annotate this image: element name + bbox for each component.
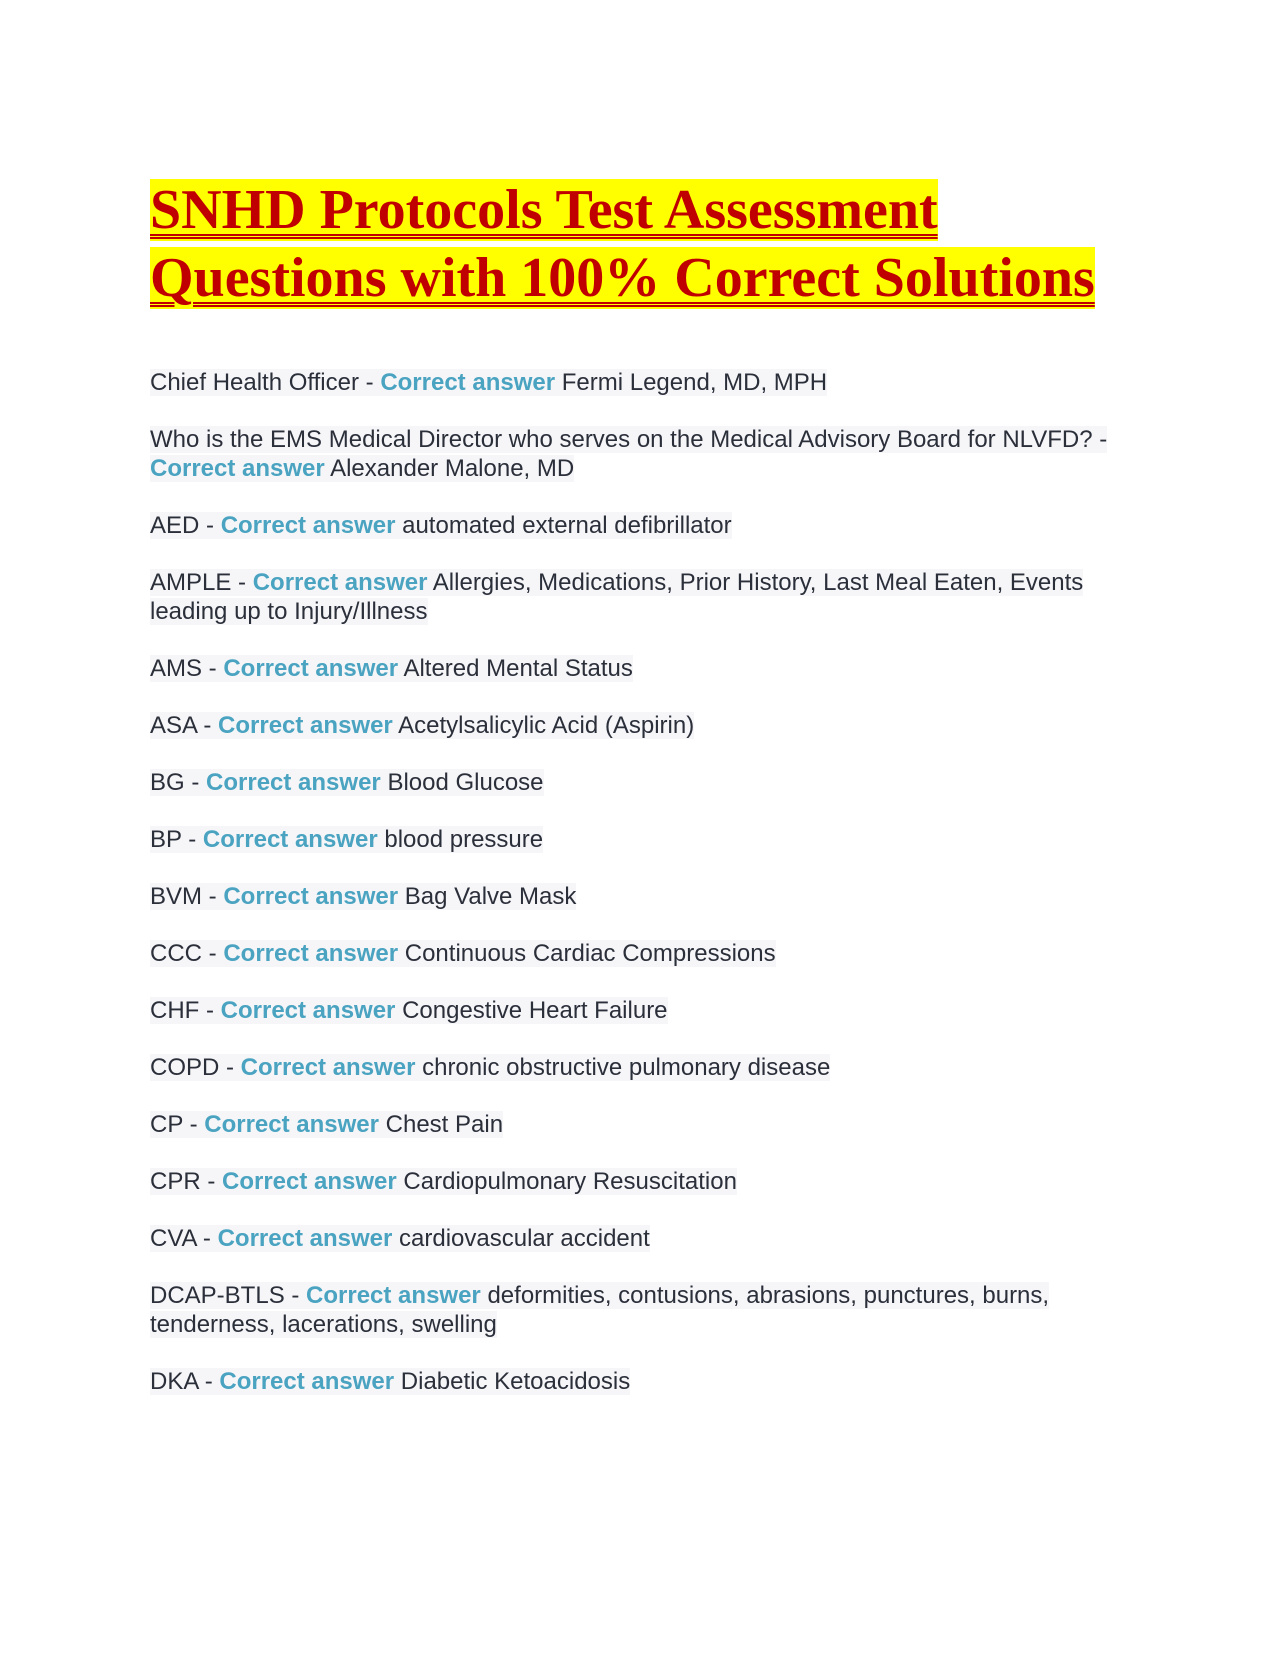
qa-answer: automated external defibrillator (402, 512, 732, 539)
qa-entry (150, 1110, 1110, 1139)
correct-answer-label: Correct answer (306, 1282, 481, 1309)
qa-separator: - (198, 1368, 220, 1395)
qa-term: AMS (150, 655, 203, 682)
qa-entry (150, 825, 1110, 854)
correct-answer-label: Correct answer (252, 569, 428, 596)
qa-entry-highlight (150, 1111, 503, 1138)
qa-separator: - (202, 940, 224, 967)
qa-entry (150, 882, 1110, 911)
correct-answer-label: Correct answer (219, 1368, 395, 1395)
qa-list (150, 368, 1140, 1396)
qa-answer: blood pressure (384, 826, 544, 853)
qa-separator: - (182, 1111, 205, 1138)
correct-answer-label: Correct answer (240, 1054, 416, 1081)
qa-separator: - (202, 655, 224, 682)
qa-separator: - (184, 769, 207, 796)
document-page (150, 176, 1140, 1424)
qa-entry (150, 939, 1110, 968)
qa-entry (150, 1053, 1110, 1082)
correct-answer-label: Correct answer (206, 769, 381, 796)
qa-answer: Alexander Malone, MD (330, 455, 575, 482)
qa-answer: Continuous Cardiac Compressions (404, 940, 776, 967)
correct-answer-label: Correct answer (220, 997, 396, 1024)
qa-term: CHF (150, 997, 200, 1024)
qa-separator: - (199, 512, 221, 539)
qa-answer: Allergies, Medications, Prior History, Last Meal Eaten, Events leading up to Injury/Illness (150, 569, 1084, 625)
qa-entry-highlight (150, 712, 694, 739)
qa-separator: - (196, 712, 219, 739)
qa-answer: Bag Valve Mask (404, 883, 577, 910)
qa-term: DCAP-BTLS (150, 1282, 285, 1309)
qa-entry-highlight (150, 426, 1107, 482)
qa-entry (150, 1224, 1110, 1253)
qa-entry-highlight (150, 1282, 1049, 1338)
qa-separator: - (181, 826, 203, 853)
qa-entry-highlight (150, 997, 668, 1024)
qa-answer: cardiovascular accident (399, 1225, 650, 1252)
qa-entry-highlight (150, 369, 827, 396)
qa-entry (150, 768, 1110, 797)
qa-entry (150, 711, 1110, 740)
qa-answer: deformities, contusions, abrasions, punctures, burns, tenderness, lacerations, swelling (150, 1282, 1050, 1338)
qa-term: CVA (150, 1225, 197, 1252)
qa-entry (150, 511, 1110, 540)
qa-answer: Fermi Legend, MD, MPH (561, 369, 828, 396)
qa-term: CCC (150, 940, 202, 967)
correct-answer-label: Correct answer (223, 883, 399, 910)
correct-answer-label: Correct answer (202, 826, 378, 853)
correct-answer-label: Correct answer (218, 712, 393, 739)
qa-separator: - (202, 883, 224, 910)
qa-term: COPD (150, 1054, 220, 1081)
correct-answer-label: Correct answer (223, 940, 399, 967)
qa-term: AMPLE (150, 569, 232, 596)
qa-entry (150, 1281, 1110, 1339)
correct-answer-label: Correct answer (150, 455, 325, 482)
qa-separator: - (196, 1225, 218, 1252)
qa-entry-highlight (150, 655, 633, 682)
qa-term: Who is the EMS Medical Director who serves on the Medical Advisory Board for NLVFD? (150, 426, 1093, 453)
qa-entry-highlight (150, 1168, 737, 1195)
qa-entry (150, 1167, 1110, 1196)
qa-entry-highlight (150, 826, 543, 853)
qa-term: CPR (150, 1168, 201, 1195)
qa-term: Chief Health Officer (150, 369, 359, 396)
correct-answer-label: Correct answer (217, 1225, 393, 1252)
qa-term: CP (150, 1111, 183, 1138)
correct-answer-label: Correct answer (204, 1111, 379, 1138)
qa-separator: - (231, 569, 253, 596)
qa-separator: - (358, 369, 381, 396)
qa-answer: Blood Glucose (387, 769, 544, 796)
qa-term: AED (150, 512, 200, 539)
qa-term: DKA (150, 1368, 199, 1395)
qa-entry (150, 654, 1110, 683)
qa-answer: Congestive Heart Failure (402, 997, 668, 1024)
qa-separator: - (1092, 426, 1108, 453)
qa-answer: chronic obstructive pulmonary disease (422, 1054, 831, 1081)
qa-entry-highlight (150, 1054, 830, 1081)
qa-answer: Diabetic Ketoacidosis (400, 1368, 631, 1395)
qa-answer: Cardiopulmonary Resuscitation (403, 1168, 737, 1195)
correct-answer-label: Correct answer (222, 1168, 397, 1195)
qa-answer: Chest Pain (385, 1111, 504, 1138)
qa-separator: - (200, 1168, 222, 1195)
qa-entry-highlight (150, 569, 1083, 625)
qa-entry (150, 368, 1110, 397)
qa-entry-highlight (150, 769, 544, 796)
qa-entry-highlight (150, 940, 776, 967)
correct-answer-label: Correct answer (380, 369, 556, 396)
correct-answer-label: Correct answer (220, 512, 396, 539)
qa-entry-highlight (150, 1368, 630, 1395)
qa-separator: - (199, 997, 221, 1024)
qa-separator: - (219, 1054, 241, 1081)
document-title-text: SNHD Protocols Test Assessment Questions with 100% Correct Solutions (150, 179, 1095, 309)
qa-entry-highlight (150, 1225, 650, 1252)
qa-term: BG (150, 769, 185, 796)
qa-entry (150, 1367, 1110, 1396)
qa-answer: Acetylsalicylic Acid (Aspirin) (398, 712, 695, 739)
qa-term: BP (150, 826, 182, 853)
qa-term: ASA (150, 712, 197, 739)
document-title (150, 176, 1140, 312)
correct-answer-label: Correct answer (223, 655, 399, 682)
qa-entry (150, 425, 1110, 483)
qa-entry (150, 568, 1110, 626)
qa-entry-highlight (150, 512, 732, 539)
qa-answer: Altered Mental Status (403, 655, 633, 682)
qa-term: BVM (150, 883, 203, 910)
qa-entry-highlight (150, 883, 576, 910)
qa-separator: - (284, 1282, 307, 1309)
qa-entry (150, 996, 1110, 1025)
